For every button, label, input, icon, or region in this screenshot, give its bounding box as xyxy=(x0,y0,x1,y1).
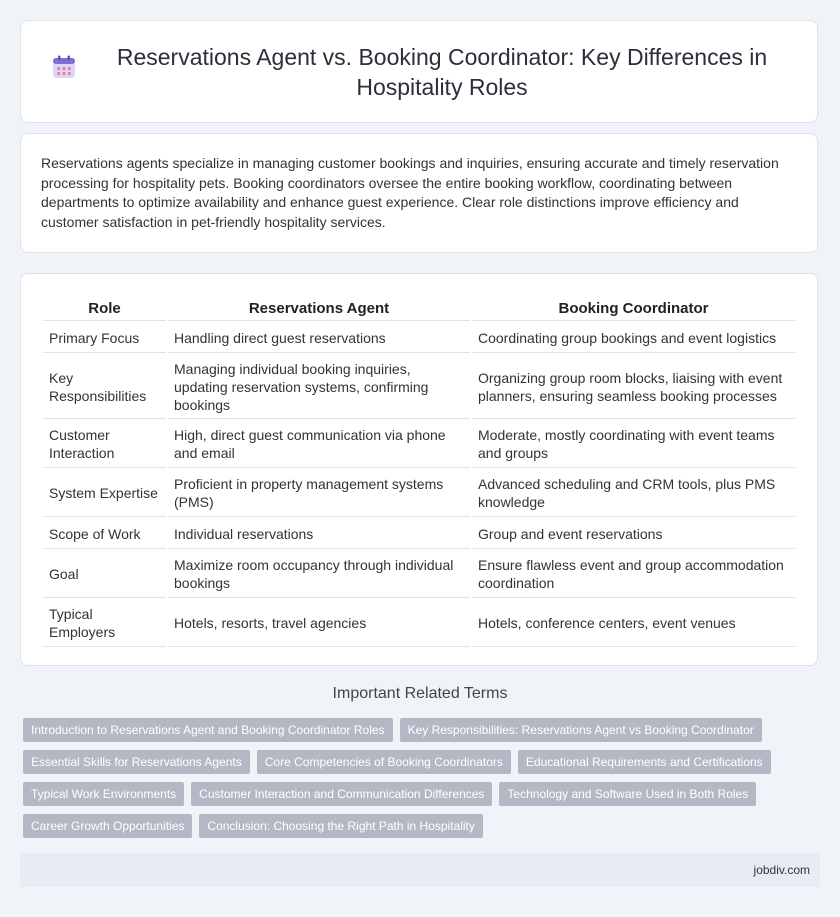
row-label: System Expertise xyxy=(43,470,166,517)
row-label: Typical Employers xyxy=(43,600,166,647)
coordinator-cell: Moderate, mostly coordinating with event teams and groups xyxy=(472,421,795,468)
footer xyxy=(20,853,820,887)
table-header-row xyxy=(43,296,795,321)
table-row xyxy=(43,323,795,353)
agent-cell: Handling direct guest reservations xyxy=(168,323,470,353)
coordinator-cell: Hotels, conference centers, event venues xyxy=(472,600,795,647)
agent-cell: Hotels, resorts, travel agencies xyxy=(168,600,470,647)
intro-paragraph: Reservations agents specialize in managing customer bookings and inquiries, ensuring accurate and timely reservation processing for hospitality pets. Booking coordinators oversee the entire booking workflow, coordinating between departments to optimize availability and enhance guest experience. Clear role distinctions improve efficiency and customer satisfaction in pet-friendly hospitality services. xyxy=(41,155,779,230)
row-label: Primary Focus xyxy=(43,323,166,353)
table-row xyxy=(43,421,795,468)
coordinator-cell: Advanced scheduling and CRM tools, plus PMS knowledge xyxy=(472,470,795,517)
related-term-tag[interactable]: Typical Work Environments xyxy=(23,782,184,806)
table-row xyxy=(43,600,795,647)
related-term-tag[interactable]: Core Competencies of Booking Coordinators xyxy=(257,750,511,774)
row-label: Key Responsibilities xyxy=(43,355,166,419)
related-term-tag[interactable]: Introduction to Reservations Agent and Booking Coordinator Roles xyxy=(23,718,393,742)
table-row xyxy=(43,355,795,419)
related-term-tag[interactable]: Conclusion: Choosing the Right Path in Hospitality xyxy=(199,814,482,838)
row-label: Goal xyxy=(43,551,166,598)
coordinator-cell: Organizing group room blocks, liaising with event planners, ensuring seamless booking processes xyxy=(472,355,795,419)
table-row xyxy=(43,470,795,517)
agent-cell: Managing individual booking inquiries, updating reservation systems, confirming bookings xyxy=(168,355,470,419)
row-label: Scope of Work xyxy=(43,519,166,549)
intro-card xyxy=(20,133,818,253)
coordinator-cell: Coordinating group bookings and event logistics xyxy=(472,323,795,353)
comparison-card xyxy=(20,273,818,666)
calendar-icon xyxy=(51,54,77,80)
agent-cell: Maximize room occupancy through individual bookings xyxy=(168,551,470,598)
header-role: Role xyxy=(43,296,166,321)
related-term-tag[interactable]: Educational Requirements and Certifications xyxy=(518,750,771,774)
table-row xyxy=(43,551,795,598)
header-reservations-agent: Reservations Agent xyxy=(168,296,470,321)
agent-cell: Individual reservations xyxy=(168,519,470,549)
row-label: Customer Interaction xyxy=(43,421,166,468)
coordinator-cell: Ensure flawless event and group accommodation coordination xyxy=(472,551,795,598)
header-booking-coordinator: Booking Coordinator xyxy=(472,296,795,321)
related-term-tag[interactable]: Technology and Software Used in Both Roles xyxy=(499,782,756,806)
title-card xyxy=(20,20,818,123)
related-terms-title: Important Related Terms xyxy=(332,685,508,702)
related-term-tag[interactable]: Career Growth Opportunities xyxy=(23,814,192,838)
footer-site-link[interactable]: jobdiv.com xyxy=(753,863,810,877)
coordinator-cell: Group and event reservations xyxy=(472,519,795,549)
related-term-tag[interactable]: Key Responsibilities: Reservations Agent vs Booking Coordinator xyxy=(400,718,762,742)
page-title: Reservations Agent vs. Booking Coordinator: Key Differences in Hospitality Roles xyxy=(116,43,768,100)
comparison-table xyxy=(41,294,797,649)
table-row xyxy=(43,519,795,549)
related-term-tag[interactable]: Customer Interaction and Communication Differences xyxy=(191,782,492,806)
agent-cell: High, direct guest communication via phone and email xyxy=(168,421,470,468)
related-term-tag[interactable]: Essential Skills for Reservations Agents xyxy=(23,750,250,774)
related-terms-list xyxy=(23,718,803,846)
agent-cell: Proficient in property management systems (PMS) xyxy=(168,470,470,517)
